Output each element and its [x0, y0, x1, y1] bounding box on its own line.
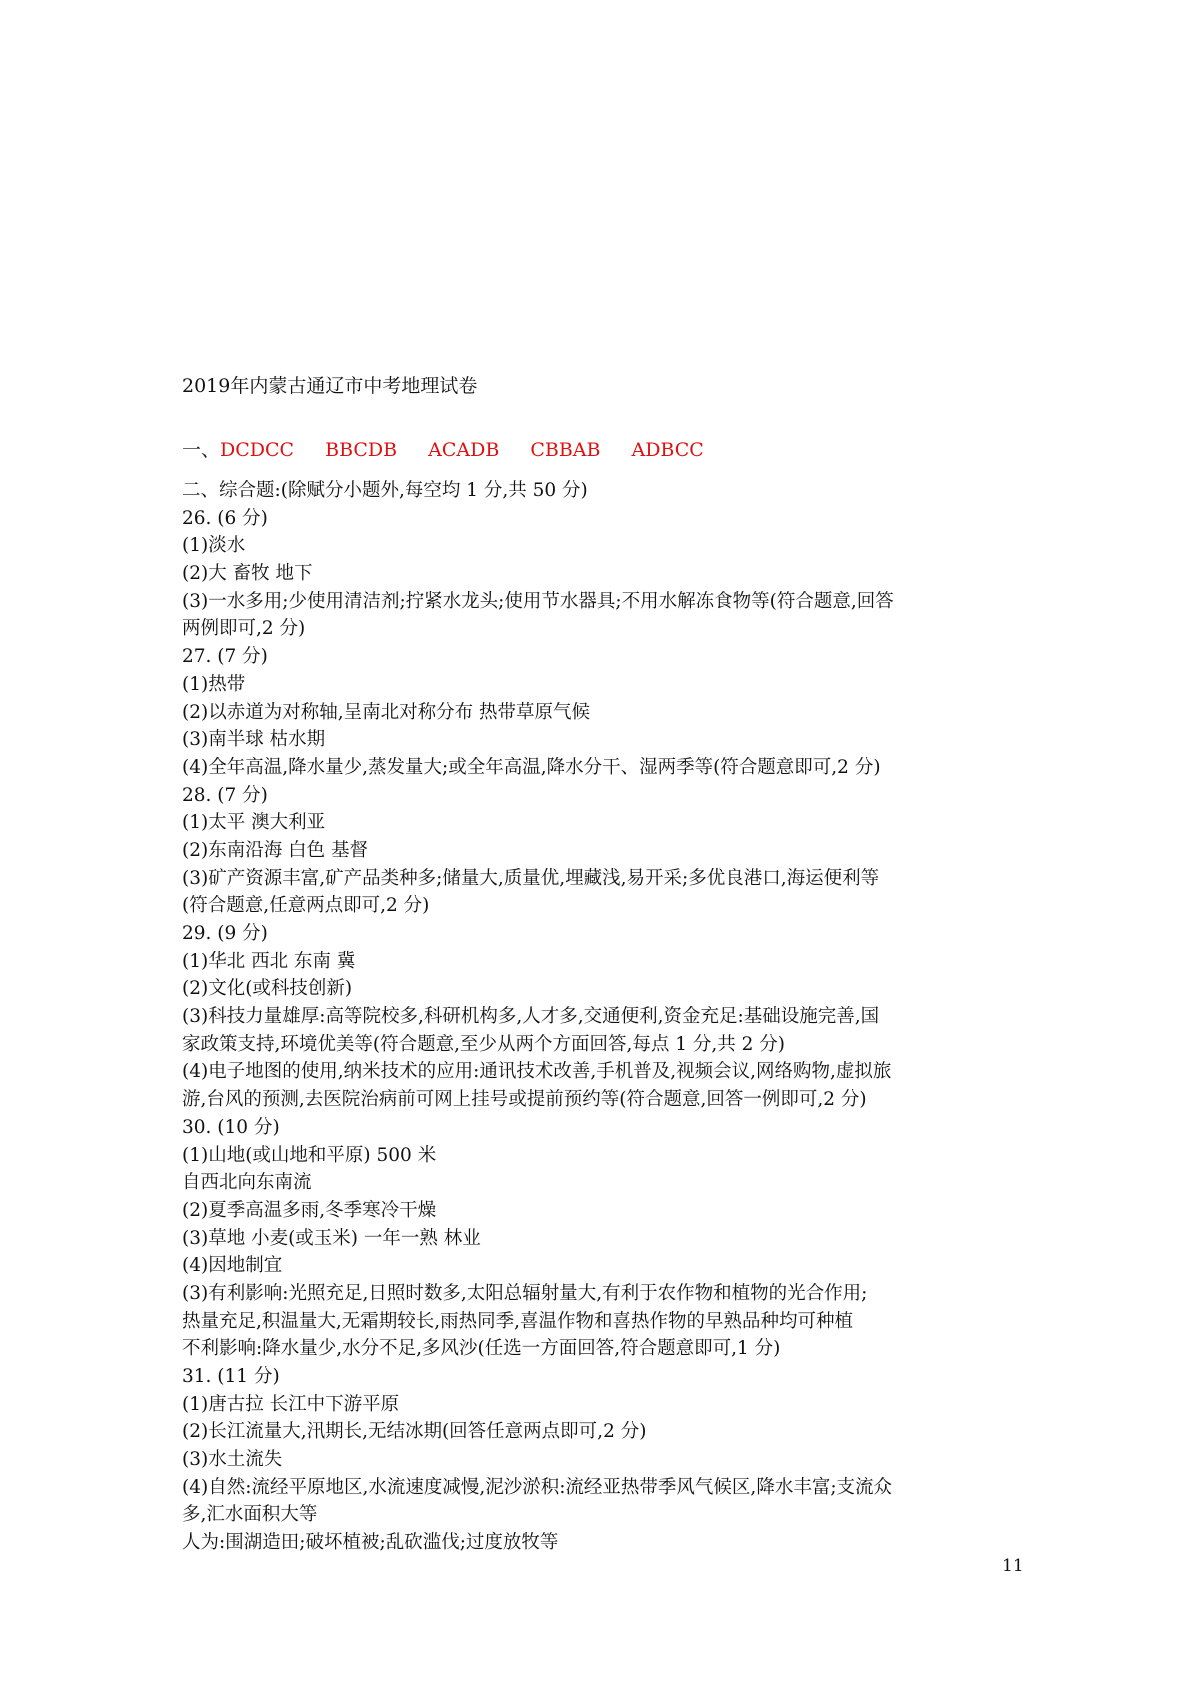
text-line: (3)有利影响:光照充足,日照时数多,太阳总辐射量大,有利于农作物和植物的光合作用; [182, 1282, 868, 1304]
text-line: 多,汇水面积大等 [182, 1504, 318, 1526]
text-line: 游,台风的预测,去医院治病前可网上挂号或提前预约等(符合题意,回答一例即可,2 分) [182, 1089, 867, 1111]
text-line: 27. (7 分) [182, 646, 268, 668]
text-line: 31. (11 分) [182, 1366, 280, 1387]
text-line: (1)太平 澳大利亚 [182, 812, 326, 834]
text-line: (3)南半球 枯水期 [182, 729, 326, 751]
text-line: (1)淡水 [182, 535, 246, 557]
text-line: 热量充足,积温量大,无霜期较长,雨热同季,喜温作物和喜热作物的早熟品种均可种植 [182, 1310, 854, 1332]
text-line: (2)文化(或科技创新) [182, 978, 353, 1000]
answer-group-4: CBBAB [530, 439, 601, 461]
page-title: 2019年内蒙古通辽市中考地理试卷 [182, 375, 478, 397]
answer-group-5: ADBCC [631, 439, 704, 461]
text-line: (2)夏季高温多雨,冬季寒冷干燥 [182, 1199, 437, 1221]
answer-group-1: DCDCC [220, 439, 295, 461]
text-line: 人为:围湖造田;破坏植被;乱砍滥伐;过度放牧等 [182, 1532, 559, 1554]
text-line: (3)科技力量雄厚:高等院校多,科研机构多,人才多,交通便利,资金充足:基础设施完善,国 [182, 1006, 880, 1028]
text-line: (3)一水多用;少使用清洁剂;拧紧水龙头;使用节水器具;不用水解冻食物等(符合题意,回答 [182, 590, 894, 612]
text-line: 家政策支持,环境优美等(符合题意,至少从两个方面回答,每点 1 分,共 2 分) [182, 1033, 786, 1055]
section-one-label: 一、 [182, 439, 221, 461]
text-line: (1)华北 西北 东南 冀 [182, 950, 356, 972]
text-line: 26. (6 分) [182, 507, 268, 529]
text-line: (2)东南沿海 白色 基督 [182, 839, 368, 861]
text-line: 自西北向东南流 [182, 1172, 312, 1194]
text-line: (2)大 畜牧 地下 [182, 563, 313, 585]
text-line: (1)唐古拉 长江中下游平原 [182, 1393, 400, 1415]
page-number: 11 [1002, 1556, 1024, 1576]
text-line: (3)矿产资源丰富,矿产品类种多;储量大,质量优,埋藏浅,易开采;多优良港口,海运便利等 [182, 867, 880, 889]
text-line: (1)山地(或山地和平原) 500 米 [182, 1144, 437, 1166]
text-line: (1)热带 [182, 673, 246, 695]
text-line: 29. (9 分) [182, 923, 268, 944]
text-line: 不利影响:降水量少,水分不足,多风沙(任选一方面回答,符合题意即可,1 分) [182, 1338, 781, 1360]
text-line: (3)水土流失 [182, 1449, 283, 1471]
text-line: (3)草地 小麦(或玉米) 一年一熟 林业 [182, 1227, 481, 1249]
text-line: (符合题意,任意两点即可,2 分) [182, 895, 430, 917]
answer-group-2: BBCDB [325, 439, 398, 461]
text-line: (4)电子地图的使用,纳米技术的应用:通讯技术改善,手机普及,视频会议,网络购物,虚拟旅 [182, 1061, 892, 1083]
text-line: 两例即可,2 分) [182, 618, 306, 640]
text-line: 28. (7 分) [182, 784, 268, 806]
text-line: (4)全年高温,降水量少,蒸发量大;或全年高温,降水分干、湿两季等(符合题意即可,2 分) [182, 756, 881, 778]
answer-group-3: ACADB [428, 439, 500, 461]
text-line: 30. (10 分) [182, 1116, 280, 1138]
text-line: (2)长江流量大,汛期长,无结冰期(回答任意两点即可,2 分) [182, 1421, 647, 1443]
answer-body [182, 477, 1027, 1557]
multiple-choice-answers [182, 436, 704, 464]
text-line: (2)以赤道为对称轴,呈南北对称分布 热带草原气候 [182, 701, 590, 723]
text-line: (4)自然:流经平原地区,水流速度减慢,泥沙淤积:流经亚热带季风气候区,降水丰富;支流众 [182, 1476, 893, 1498]
text-line: (4)因地制宜 [182, 1255, 283, 1277]
text-line: 二、综合题:(除赋分小题外,每空均 1 分,共 50 分) [182, 480, 588, 501]
